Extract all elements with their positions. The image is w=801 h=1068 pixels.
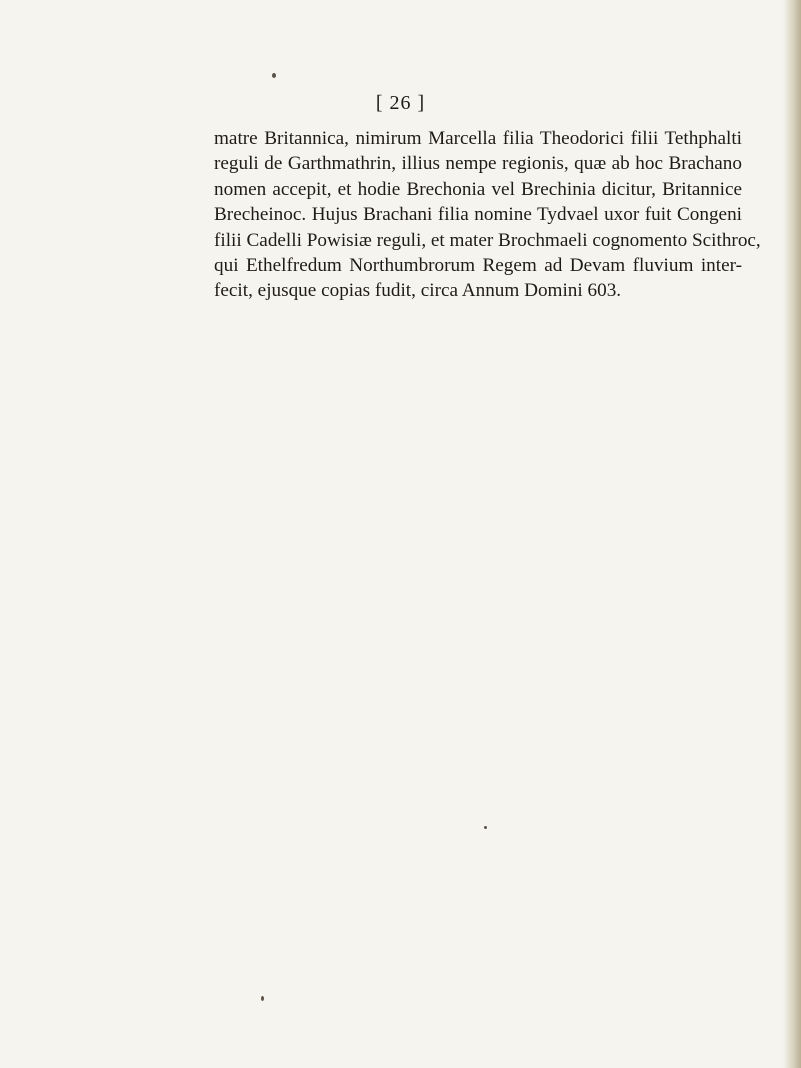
ink-speck [272, 73, 276, 78]
text-line: reguli de Garthmathrin, illius nempe regionis, quæ ab hoc Brachano [214, 153, 742, 175]
ink-speck [261, 996, 264, 1001]
text-line: nomen accepit, et hodie Brechonia vel Brechinia dicitur, Britannice [214, 178, 742, 200]
text-line: Brecheinoc. Hujus Brachani filia nomine Tydvael uxor fuit Congeni [214, 204, 742, 226]
body-paragraph [214, 126, 761, 304]
page-edge-shadow [783, 0, 801, 1068]
text-line: qui Ethelfredum Northumbrorum Regem ad Devam fluvium inter- [214, 255, 742, 277]
page-number: [ 26 ] [375, 92, 426, 114]
ink-speck [484, 826, 487, 829]
text-line: fecit, ejusque copias fudit, circa Annum Domini 603. [214, 280, 622, 302]
text-line: matre Britannica, nimirum Marcella filia Theodorici filii Tethphalti [214, 128, 742, 149]
text-line: filii Cadelli Powisiæ reguli, et mater Brochmaeli cognomento Scithroc, [214, 229, 761, 251]
